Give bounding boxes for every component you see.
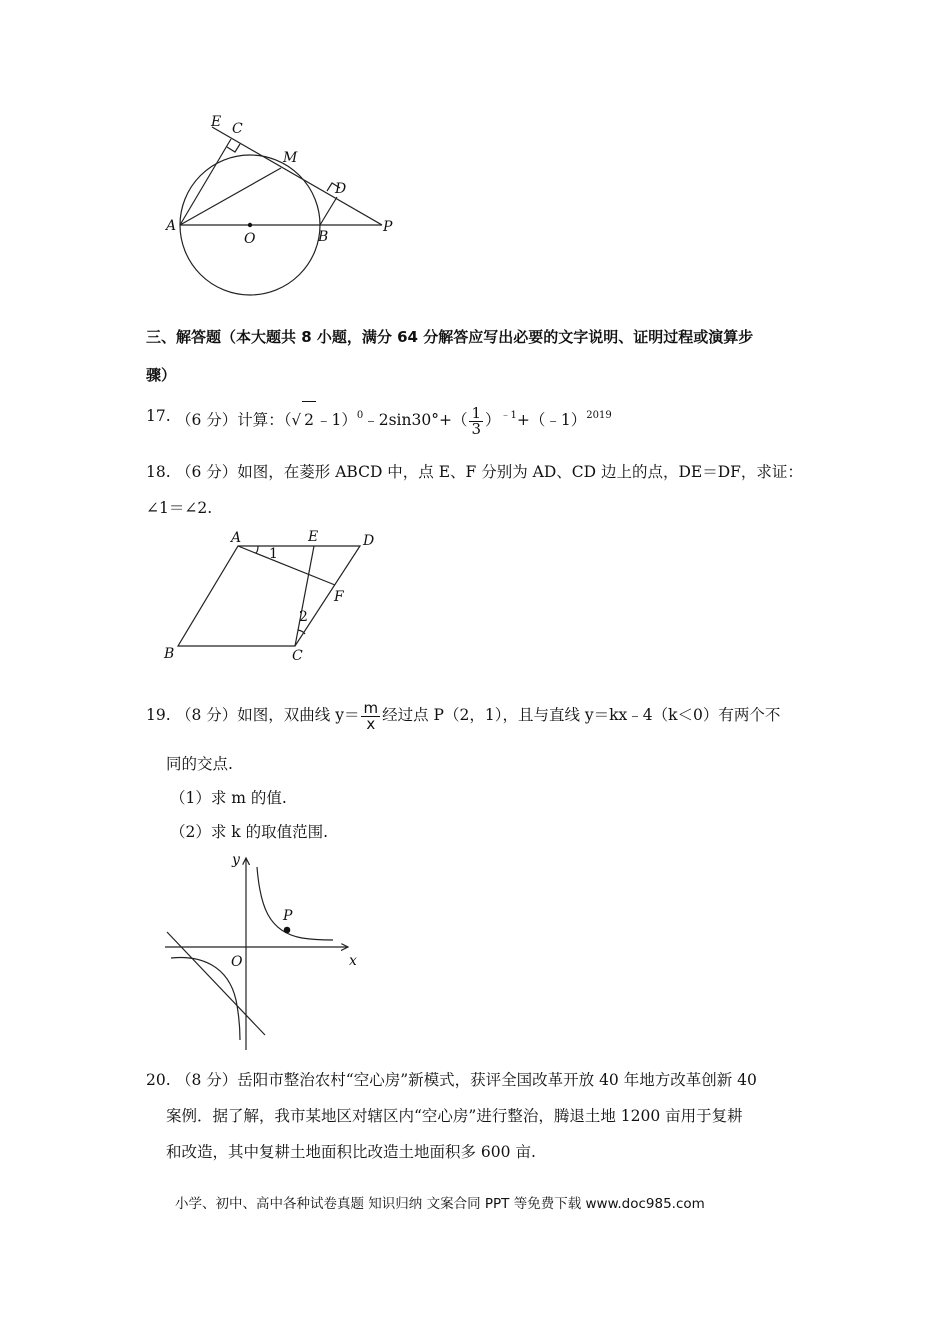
q17-sqrt-arg: 2 [302,401,316,438]
fig2-label-c: C [292,648,303,664]
q19-pre: （8 分）如图，双曲线 y＝ [176,706,360,724]
fig2-label-d: D [363,533,375,549]
q19-frac-num: m [363,698,379,717]
q17-number: 17. [146,407,171,425]
fig2-label-2: 2 [299,609,308,625]
section-title-line2: 骤） [146,366,177,384]
q17-part2: ﹣1） [315,411,357,429]
fig3-label-o: O [231,954,243,970]
q18-line1: （6 分）如图，在菱形 ABCD 中，点 E、F 分别为 AD、CD 边上的点，DE＝DF，求证： [176,463,803,481]
label-p: P [383,219,393,235]
label-e: E [211,114,222,130]
q20-line2: 案例．据了解，我市某地区对辖区内“空心房”进行整治，腾退土地 1200 亩用于复耕 [166,1107,743,1125]
q20-line3: 和改造，其中复耕土地面积比改造土地面积多 600 亩. [166,1143,536,1161]
q17-exp0: 0 [356,410,364,421]
q17-prefix: （6 分）计算：（ [176,411,292,429]
q17-frac-den: 3 [471,419,481,438]
q19-number: 19. [146,706,171,724]
fig2-label-f: F [334,589,344,605]
q17-part3: ﹣2sin30°+（ [363,411,468,429]
section-title-line1: 三、解答题（本大题共 8 小题，满分 64 分解答应写出必要的文字说明、证明过程或演算步 [146,328,754,346]
q17-part5: +（﹣1） [516,411,587,429]
fig2-label-b: B [164,646,175,662]
label-c: C [232,121,243,137]
label-m: M [283,150,298,166]
q20-number: 20. [146,1071,171,1089]
hyperbola-branch-1 [257,867,333,940]
label-o: O [244,231,256,247]
fig2-label-a: A [231,530,242,546]
fig2-label-e: E [308,529,319,545]
label-a: A [166,218,177,234]
q17-expression: （6 分）计算：（√ 2 ﹣1）$^0$﹣2sin30°+（ $\frac{1}{3}$ ）$^{﹣1}$+（﹣1）$^{2019}$ [176,398,612,438]
fig3-label-y: y [232,852,240,868]
hyperbola-branch-2 [171,957,240,1040]
q18-number: 18. [146,463,171,481]
q20-line1: （8 分）岳阳市整治农村“空心房”新模式，获评全国改革开放 40 年地方改革创新 40 [176,1071,757,1089]
point-p [284,927,291,934]
q19-sub2: （2）求 k 的取值范围. [170,823,329,841]
q19-frac-den: x [366,714,376,733]
fig3-label-p: P [283,908,293,924]
q17-frac-num: 1 [471,403,481,422]
q17-part4: ） [485,411,501,429]
q17-exp-neg1: ﹣1 [500,410,517,421]
q18-line2: ∠1＝∠2. [146,499,213,517]
q19-post: 经过点 P（2，1），且与直线 y＝kx﹣4（k＜0）有两个不 [382,706,781,724]
footer-text: 小学、初中、高中各种试卷真题 知识归纳 文案合同 PPT 等免费下载 www.doc985.com [175,1196,705,1212]
label-b: B [318,229,329,245]
q19-sub1: （1）求 m 的值. [170,789,287,807]
q17-exp2019: 2019 [586,410,612,421]
label-d: D [335,181,347,197]
q19-line2: 同的交点. [166,755,233,773]
fig3-label-x: x [349,953,357,969]
fig2-label-1: 1 [269,546,278,562]
